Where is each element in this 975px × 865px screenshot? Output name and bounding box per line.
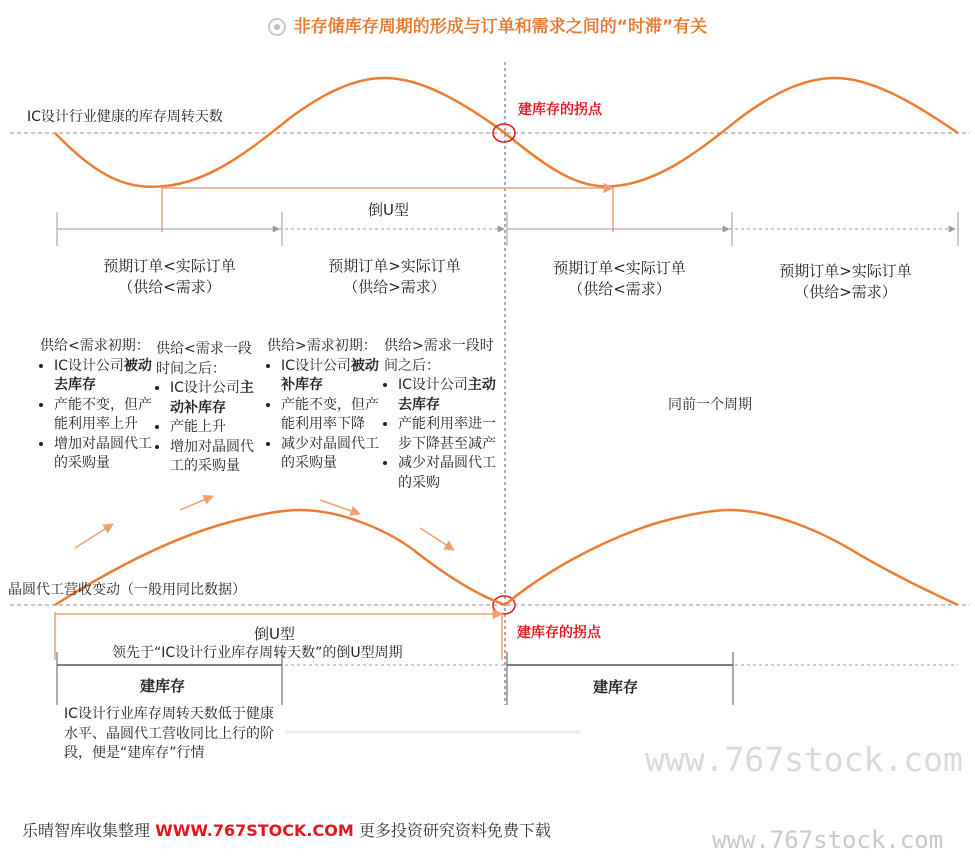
bottom-inverted-u-label: 倒U型 xyxy=(254,625,295,643)
top-curve xyxy=(55,78,958,187)
build-inventory-desc: IC设计行业库存周转天数低于健康水平、晶圆代工营收同比上行的阶段，便是“建库存”行情 xyxy=(64,706,274,761)
phase-label-1: 预期订单<实际订单 （供给<需求） xyxy=(103,257,236,296)
watermark-main: www.767stock.com xyxy=(645,740,963,779)
build-inventory-label-left: 建库存 xyxy=(140,677,186,695)
trend-arrow-4 xyxy=(420,528,454,550)
top-inverted-u-label: 倒U型 xyxy=(368,201,409,219)
bottom-turning-point-label: 建库存的拐点 xyxy=(517,625,601,641)
footer-url[interactable]: WWW.767STOCK.COM xyxy=(155,821,354,840)
phase-label-2: 预期订单>实际订单 （供给>需求） xyxy=(328,257,461,296)
phase-label-4: 预期订单>实际订单 （供给>需求） xyxy=(779,262,912,301)
title-text: 非存储库存周期的形成与订单和需求之间的“时滞”有关 xyxy=(293,17,708,37)
build-inventory-label-right: 建库存 xyxy=(593,678,639,696)
same-cycle-text: 同前一个周期 xyxy=(668,397,752,413)
desc-block-1: 供给<需求初期： • IC设计公司被动去库存 • 产能不变，但产能利用率上升 • 增加对晶圆代工的采购量 xyxy=(40,337,152,474)
watermark-bottom: www.767stock.com xyxy=(712,826,944,854)
desc-block-2: 供给<需求一段时间之后： • IC设计公司主动补库存 • 产能上升 • 增加对晶圆代工的采购量 xyxy=(156,340,264,477)
desc-block-3: 供给>需求初期： • IC设计公司被动补库存 • 产能不变，但产能利用率下降 • 减少对晶圆代工的采购量 xyxy=(267,337,379,474)
footer-prefix: 乐晴智库收集整理 xyxy=(22,821,151,840)
phase-label-3: 预期订单<实际订单 （供给<需求） xyxy=(553,259,686,298)
footer xyxy=(22,818,551,841)
top-curve-label: IC设计行业健康的库存周转天数 xyxy=(27,109,223,125)
trend-arrow-2 xyxy=(180,496,213,510)
bottom-curve-label: 晶圆代工营收变动（一般用同比数据） xyxy=(8,582,246,598)
desc-block-4: 供给>需求一段时间之后： • IC设计公司主动去库存 • 产能利用率进一步下降甚至减产 • 减少对晶圆代工的采购 xyxy=(384,337,496,493)
footer-suffix: 更多投资研究资料免费下载 xyxy=(358,821,551,840)
top-turning-point-label: 建库存的拐点 xyxy=(518,102,602,118)
lead-text: 领先于“IC设计行业库存周转天数”的倒U型周期 xyxy=(112,645,403,661)
trend-arrow-1 xyxy=(75,524,113,548)
